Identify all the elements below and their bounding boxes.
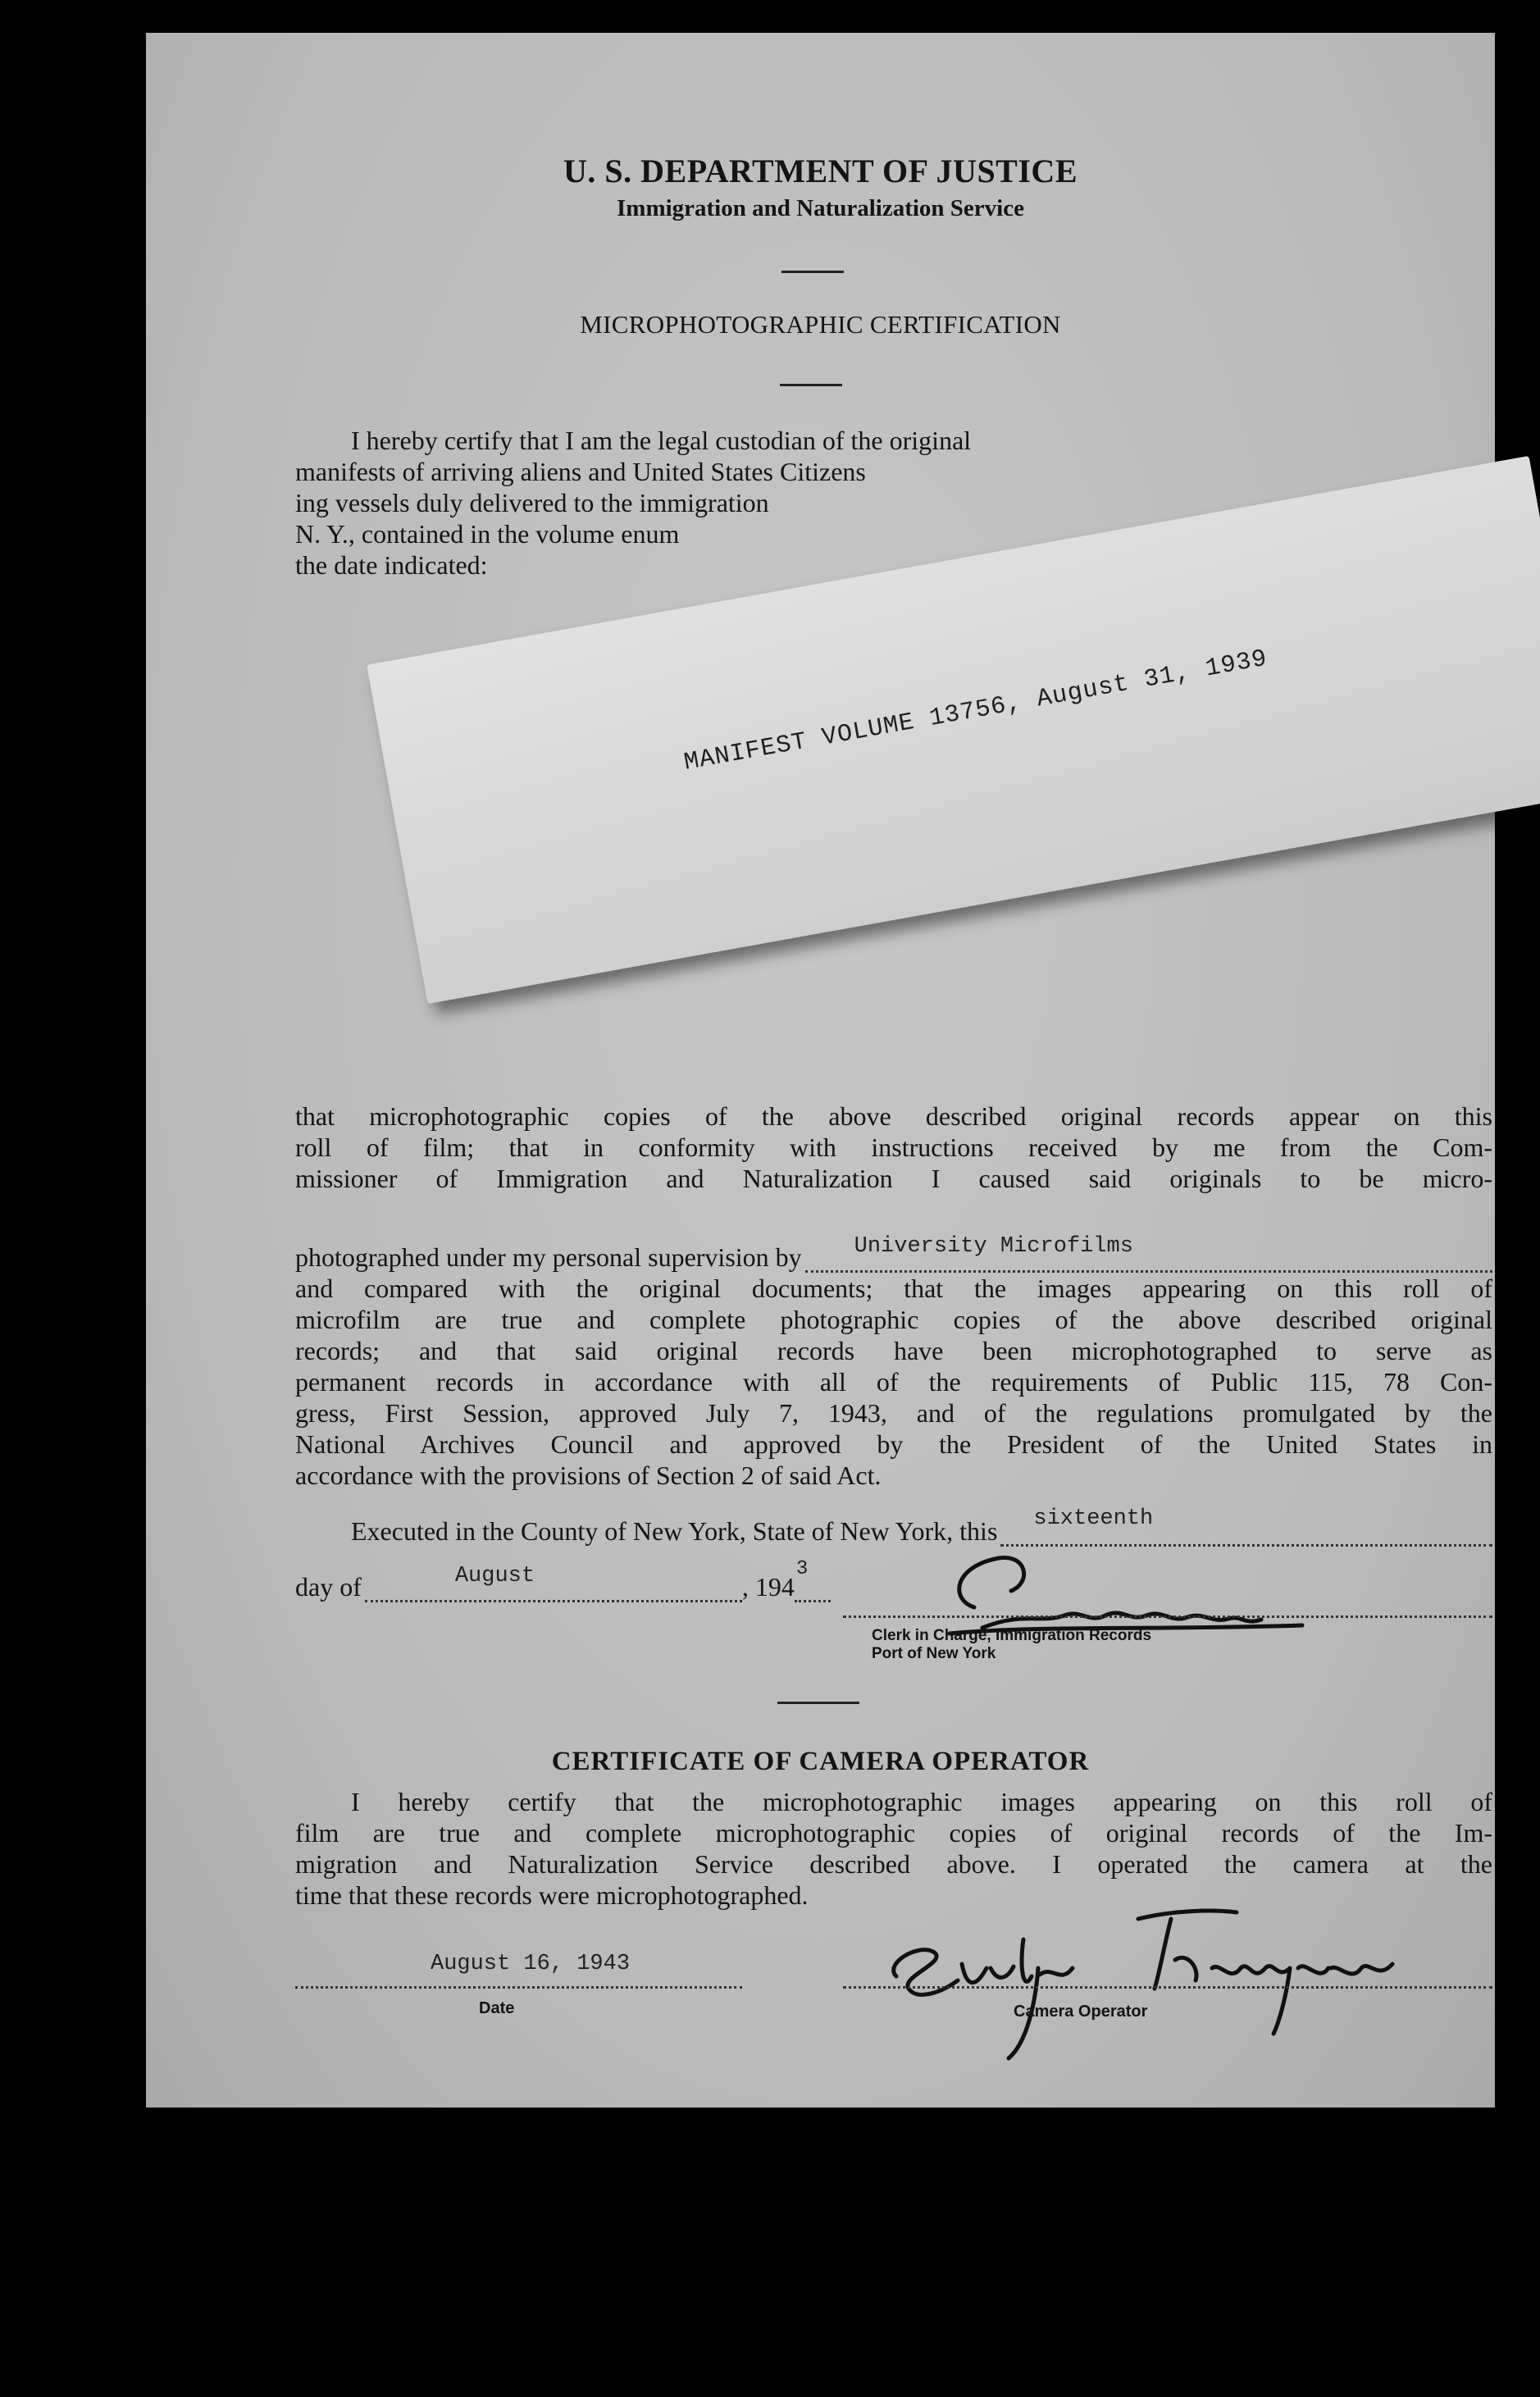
year-field (795, 1558, 831, 1602)
certification-line-3: ing vessels duly delivered to the immigration (295, 488, 769, 517)
operator-line: I hereby certify that the microphotographic images appearing on this roll of (351, 1787, 1492, 1816)
divider-2 (780, 384, 842, 386)
day-value: sixteenth (1033, 1506, 1154, 1531)
clerk-title (872, 1627, 1151, 1663)
certification-title: MICROPHOTOGRAPHIC CERTIFICATION (580, 310, 1061, 339)
body-line: microfilm are true and complete photographic copies of the above described original (295, 1305, 1492, 1334)
month-value: August (454, 1564, 535, 1588)
body-paragraph-2 (295, 1273, 1492, 1491)
body-line: that microphotographic copies of the above described original records appear on this (295, 1101, 1492, 1131)
manifest-volume-text: MANIFEST VOLUME 13756, August 31, 1939 (681, 645, 1270, 777)
supervision-value: University Microfilms (854, 1234, 1133, 1259)
clerk-port-line: Port of New York (872, 1645, 996, 1662)
day-of-label: day of (295, 1572, 362, 1602)
date-value: August 16, 1943 (431, 1952, 631, 1976)
certification-line-4: N. Y., contained in the volume enum (295, 519, 680, 549)
executed-label: Executed in the County of New York, State of New York, this (351, 1516, 998, 1546)
supervision-label: photographed under my personal supervision by (295, 1242, 802, 1272)
department-heading: U. S. DEPARTMENT OF JUSTICE (563, 153, 1078, 189)
supervision-line (295, 1234, 1492, 1273)
body-line: gress, First Session, approved July 7, 1943, and of the regulations promulgated by the (295, 1398, 1492, 1428)
operator-line: time that these records were microphotographed. (295, 1880, 809, 1910)
operator-line: migration and Naturalization Service described above. I operated the camera at the (295, 1849, 1492, 1879)
body-line: and compared with the original documents; that the images appearing on this roll of (295, 1274, 1492, 1303)
operator-heading: CERTIFICATE OF CAMERA OPERATOR (551, 1747, 1090, 1776)
date-field (295, 1952, 742, 1989)
service-heading: Immigration and Naturalization Service (617, 195, 1024, 221)
operator-signature-line (843, 1986, 1492, 1989)
body-line: National Archives Council and approved by the President of the United States in (295, 1429, 1492, 1459)
certification-line-2: manifests of arriving aliens and United States Citizens (295, 457, 866, 486)
supervision-field (805, 1234, 1492, 1273)
year-prefix: , 194 (741, 1572, 795, 1602)
body-line: roll of film; that in conformity with instructions received by me from the Com- (295, 1132, 1492, 1162)
divider-3 (777, 1702, 859, 1704)
divider-top (781, 271, 844, 273)
clerk-title-line: Clerk in Charge, Immigration Records (872, 1627, 1152, 1644)
year-digit: 3 (795, 1558, 809, 1580)
body-line: records; and that said original records have been microphotographed to serve as (295, 1336, 1492, 1365)
certification-line-1: I hereby certify that I am the legal custodian of the original (351, 426, 972, 455)
certification-line-5: the date indicated: (295, 550, 488, 580)
body-line: accordance with the provisions of Section 2 of said Act. (295, 1461, 882, 1490)
operator-line: film are true and complete microphotographic copies of original records of the Im- (295, 1818, 1492, 1848)
certificate-page (146, 33, 1495, 2108)
operator-signature (827, 1886, 1483, 2067)
body-line: permanent records in accordance with all of the requirements of Public 115, 78 Con- (295, 1367, 1492, 1397)
body-line: missioner of Immigration and Naturalization I caused said originals to be micro- (295, 1164, 1492, 1193)
date-label: Date (479, 1999, 515, 2017)
operator-label: Camera Operator (1014, 2003, 1148, 2021)
month-field (365, 1564, 742, 1602)
body-paragraph-1 (295, 1101, 1492, 1194)
clerk-signature-line (843, 1615, 1492, 1618)
